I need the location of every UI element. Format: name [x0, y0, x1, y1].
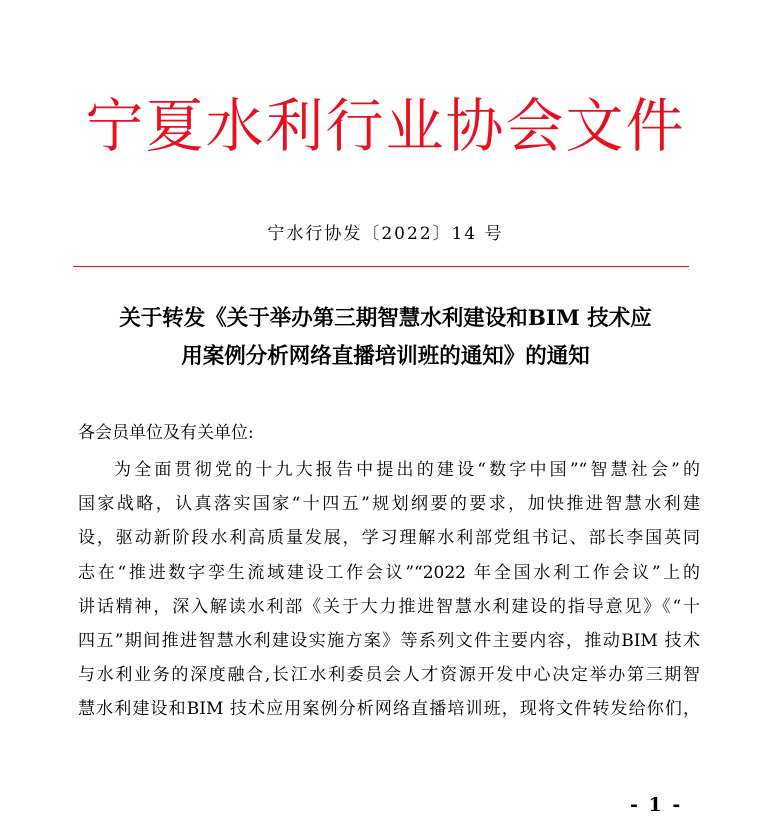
issuer-title: 宁夏水利行业协会文件 [85, 92, 686, 160]
body-line: 讲话精神，深入解读水利部《关于大力推进智慧水利建设的指导意见》《“十 [78, 596, 700, 617]
document-number: 宁水行协发〔2022〕14 号 [267, 224, 504, 244]
body-line: 慧水利建设和BIM 技术应用案例分析网络直播培训班，现将文件转发给你们， [78, 699, 700, 720]
body-paragraph [78, 453, 700, 727]
body-line: 国家战略，认真落实国家“十四五”规划纲要的要求，加快推进智慧水利建 [78, 494, 700, 515]
salutation: 各会员单位及有关单位: [78, 423, 254, 443]
body-line: 为全面贯彻党的十九大报告中提出的建设“数字中国”“智慧社会”的 [114, 460, 700, 480]
body-line: 志在“推进数字孪生流域建设工作会议”“2022 年全国水利工作会议”上的 [78, 562, 700, 583]
body-line: 与水利业务的深度融合,长江水利委员会人才资源开发中心决定举办第三期智 [78, 665, 700, 686]
notice-title-line-2: 用案例分析网络直播培训班的通知》的通知 [181, 344, 590, 369]
notice-title [70, 300, 701, 376]
body-line: 四五”期间推进智慧水利建设实施方案》等系列文件主要内容，推动BIM 技术 [78, 630, 700, 651]
body-line: 设，驱动新阶段水利高质量发展，学习理解水利部党组书记、部长李国英同 [78, 528, 700, 549]
notice-title-line-1: 关于转发《关于举办第三期智慧水利建设和BIM 技术应 [119, 306, 652, 331]
page-number: - 1 - [630, 794, 683, 816]
red-divider-line [73, 266, 689, 267]
